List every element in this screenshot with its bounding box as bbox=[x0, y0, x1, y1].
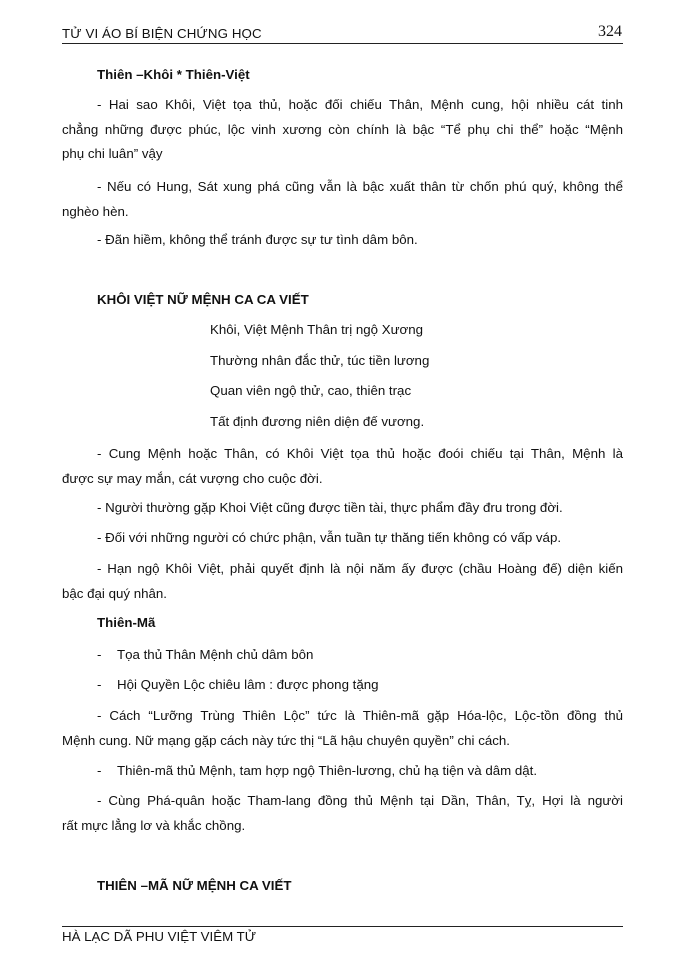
paragraph-thien-ma-2 bbox=[62, 789, 623, 838]
header-title: TỬ VI ÁO BÍ BIỆN CHỨNG HỌC bbox=[62, 26, 262, 41]
dash-mark: - bbox=[97, 763, 102, 778]
paragraph-khoi-viet-5: - Người thường gặp Khoi Việt cũng được tiền tài, thực phẩm đầy đru trong đời. bbox=[97, 500, 563, 515]
page-number: 324 bbox=[598, 23, 622, 40]
paragraph-line: - Hai sao Khôi, Việt tọa thủ, hoặc đối chiếu Thân, Mệnh cung, hội nhiều cát tinh bbox=[97, 97, 623, 112]
paragraph-khoi-viet-1 bbox=[62, 93, 623, 167]
dash-mark: - bbox=[97, 647, 102, 662]
dash-item bbox=[62, 673, 658, 698]
paragraph-khoi-viet-4 bbox=[62, 442, 623, 491]
poem-title-khoi-viet: KHÔI VIỆT NỮ MỆNH CA CA VIẾT bbox=[97, 292, 309, 307]
dash-item bbox=[62, 643, 658, 668]
section-heading-khoi-viet: Thiên –Khôi * Thiên-Việt bbox=[97, 67, 250, 82]
dash-item-text: Hội Quyền Lộc chiêu lâm : được phong tặng bbox=[117, 677, 379, 692]
poem-title-thien-ma: THIÊN –MÃ NỮ MỆNH CA VIẾT bbox=[97, 878, 292, 893]
poem-line: Tất định đương niên diện đế vương. bbox=[210, 414, 425, 429]
section-heading-thien-ma: Thiên-Mã bbox=[97, 615, 156, 630]
page-header bbox=[62, 20, 623, 44]
paragraph-line: bậc đại quý nhân. bbox=[62, 585, 167, 601]
paragraph-khoi-viet-7 bbox=[62, 557, 623, 606]
paragraph-khoi-viet-2 bbox=[62, 175, 623, 224]
dash-item-text: Tọa thủ Thân Mệnh chủ dâm bôn bbox=[117, 647, 314, 662]
paragraph-line: rất mực lẳng lơ và khắc chồng. bbox=[62, 817, 246, 833]
paragraph-line: phụ chi luân” vậy bbox=[62, 146, 163, 161]
paragraph-line: - Nếu có Hung, Sát xung phá cũng vẫn là bậc xuất thân từ chốn phú quý, không thể bbox=[97, 179, 623, 194]
poem-line: Quan viên ngộ thử, cao, thiên trạc bbox=[210, 383, 412, 398]
paragraph-line: chẳng những được phúc, lộc vinh xương còn chính là bậc “Tể phụ chi thể” hoặc “Mệnh bbox=[62, 121, 623, 137]
footer-text: HÀ LẠC DÃ PHU VIỆT VIÊM TỬ bbox=[62, 929, 257, 944]
dash-item bbox=[62, 759, 658, 784]
paragraph-khoi-viet-6: - Đối với những người có chức phận, vẫn tuần tự thăng tiến không có vấp váp. bbox=[97, 530, 562, 545]
paragraph-line: - Cách “Lưỡng Trùng Thiên Lộc” tức là Thiên-mã gặp Hóa-lộc, Lộc-tồn đồng thủ bbox=[97, 708, 623, 723]
poem-line: Khôi, Việt Mệnh Thân trị ngộ Xương bbox=[210, 322, 424, 337]
paragraph-line: - Cùng Phá-quân hoặc Tham-lang đồng thủ Mệnh tại Dần, Thân, Tỵ, Hợi là người bbox=[97, 793, 623, 808]
paragraph-thien-ma-1 bbox=[62, 704, 623, 753]
dash-mark: - bbox=[97, 677, 102, 692]
paragraph-line: được sự may mắn, cát vượng cho cuộc đời. bbox=[62, 470, 323, 486]
paragraph-line: - Cung Mệnh hoặc Thân, có Khôi Việt tọa thủ hoặc đoói chiếu tại Thân, Mệnh là bbox=[97, 446, 623, 461]
poem-line: Thường nhân đắc thử, túc tiền lương bbox=[210, 353, 430, 368]
paragraph-khoi-viet-3: - Đãn hiềm, không thể tránh được sự tư tình dâm bôn. bbox=[97, 232, 418, 247]
dash-item-text: Thiên-mã thủ Mệnh, tam hợp ngộ Thiên-lương, chủ hạ tiện và dâm dật. bbox=[117, 763, 538, 778]
paragraph-line: nghèo hèn. bbox=[62, 203, 129, 219]
page-footer bbox=[62, 926, 623, 944]
paragraph-line: - Hạn ngộ Khôi Việt, phải quyết định là nội năm ấy được (chầu Hoàng đế) diện kiến bbox=[97, 561, 623, 576]
paragraph-line: Mệnh cung. Nữ mạng gặp cách này tức thị “Lã hậu chuyên quyền” chi cách. bbox=[62, 732, 510, 748]
